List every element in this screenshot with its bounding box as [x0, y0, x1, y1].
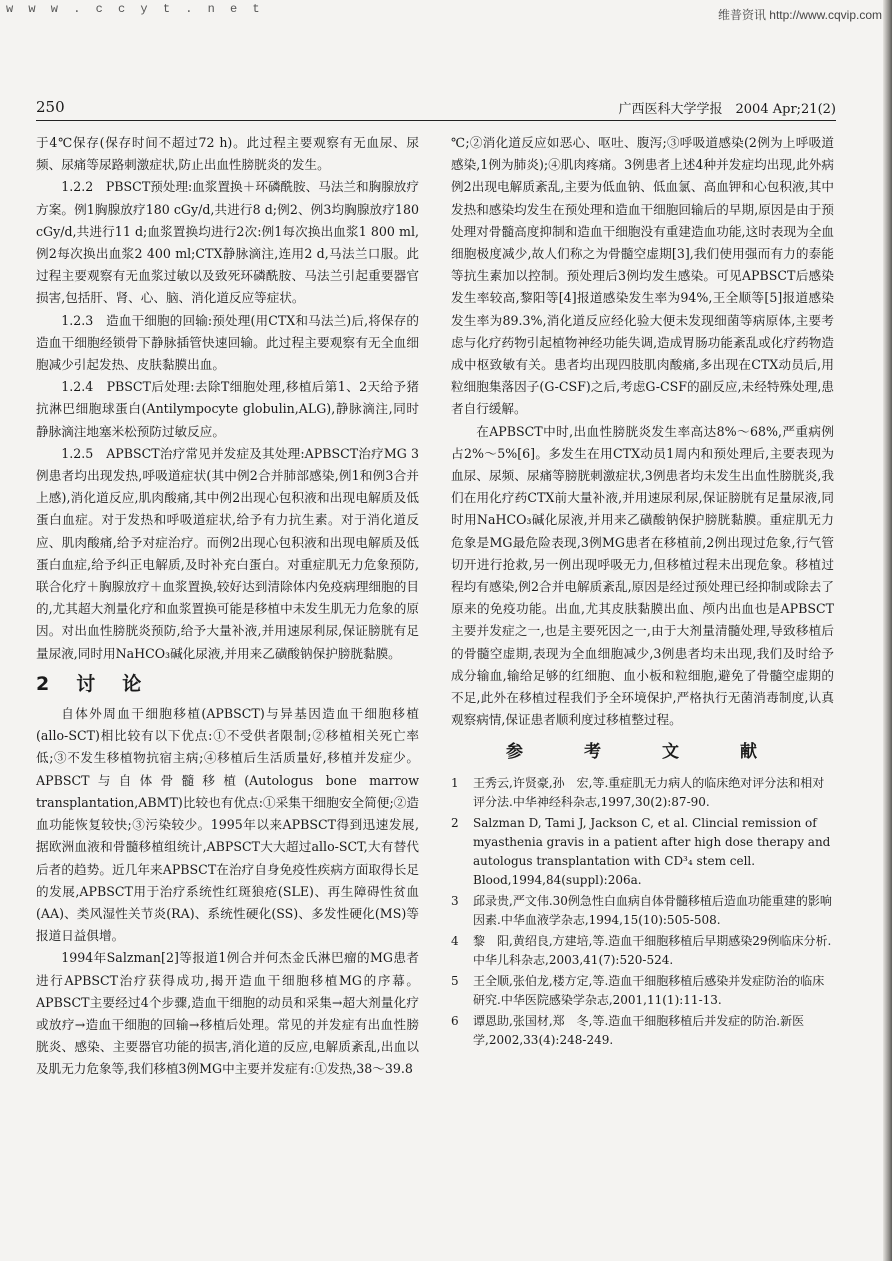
reference-item	[451, 972, 834, 1010]
paragraph: 1.2.2 PBSCT预处理:血浆置换＋环磷酰胺、马法兰和胸腺放疗方案。例1胸腺放疗180 cGy/d,共进行8 d;例2、例3均胸腺放疗180 cGy/d,共进行11 d;血浆置换均进行2次:例1每次换出血浆1 800 ml,例2每次换出血浆2 400 ml;CTX静脉滴注,连用2 d,马法兰口服。此过程主要观察有无血浆过敏以及致死环磷酰胺、马法兰引起重要器官损害,包括肝、肾、心、脑、消化道反应等症状。	[36, 179, 419, 306]
reference-text: 王秀云,许贤豪,孙 宏,等.重症肌无力病人的临床绝对评分法和相对评分法.中华神经科杂志,1997,30(2):87-90.	[473, 775, 825, 809]
paragraph: 在APBSCT中时,出血性膀胱炎发生率高达8%～68%,严重病例占2%～5%[6]。多发生在用CTX动员1周内和预处理后,主要表现为血尿、尿频、尿痛等膀胱刺激症状,3例患者均未发生出血性膀胱炎,我们在用化疗药CTX前大量补液,并用速尿利尿,保证膀胱有足量尿液,同时用NaHCO₃碱化尿液,并用来乙磺酸钠保护膀胱黏膜。重症肌无力危象是MG最危险表现,3例MG患者在移植前,2例出现过危象,行气管切开进行抢救,另一例出现呼吸无力,但移植过程未出现危象。移植过程均有感染,例2合并电解质紊乱,原因是经过预处理已经抑制或除去了原来的免疫功能。出血,尤其皮肤黏膜出血、颅内出血也是APBSCT主要并发症之一,也是主要死因之一,由于大剂量清髓处理,导致移植后的骨髓空虚期,表现为全血细胞减少,3例患者均未出现,我们及时给予成分输血,输给足够的红细胞、血小板和粒细胞,避免了骨髓空虚期的不足,此外在移植过程我们予全环境保护,严格执行无菌消毒制度,认真观察病情,保证患者顺利度过移植整过程。	[451, 423, 834, 728]
paragraph: ℃;②消化道反应如恶心、呕吐、腹泻;③呼吸道感染(2例为上呼吸道感染,1例为肺炎);④肌肉疼痛。3例患者上述4种并发症均出现,此外病例2出现电解质紊乱,主要为低血钠、低血氯、高血钾和心包积液,其中发热和感染均发生在预处理和造血干细胞回输后的早期,原因是由于预处理对骨髓高度抑制和造血干细胞没有重建造血功能,这时表现为全血细胞极度减少,故人们称之为骨髓空虚期[3],我们使用强而有力的泰能等抗生素加以控制。预处理后3例均发生感染。可见APBSCT后感染发生率较高,黎阳等[4]报道感染发生率为94%,王全顺等[5]报道感染发生率为89.3%,消化道反应经化验大便未发现细菌等病原体,主要考虑与化疗药物引起植物神经功能失调,造成胃肠功能紊乱或化疗药物造成中枢致敏有关。患者均出现四肢肌肉酸痛,多出现在CTX动员后,用粒细胞集落因子(G-CSF)之后,考虑G-CSF的副反应,未经特殊处理,患者自行缓解。	[451, 135, 834, 417]
reference-item	[451, 932, 834, 970]
paragraph: 1994年Salzman[2]等报道1例合并何杰金氏淋巴瘤的MG患者进行APBSCT治疗获得成功,揭开造血干细胞移植MG的序幕。APBSCT主要经过4个步骤,造血干细胞的动员和采集→超大剂量化疗或放疗→造血干细胞的回输→移植后处理。常见的并发症有出血性膀胱炎、感染、主要器官功能的损害,消化道的反应,电解质紊乱,出血以及肌无力危象等,我们移植3例MG中主要并发症有:①发热,38～39.8	[36, 950, 419, 1077]
paragraph: 自体外周血干细胞移植(APBSCT)与异基因造血干细胞移植(allo-SCT)相比较有以下优点:①不受供者限制;②移植相关死亡率低;③不发生移植物抗宿主病;④移植后生活质量好,移植并发症少。APBSCT与自体骨髓移植(Autologus bone marrow transplantation,ABMT)比较也有优点:①采集干细胞安全简便;②造血功能恢复较快;③污染较少。1995年以来APBSCT得到迅速发展,据欧洲血液和骨髓移植组统计,ABPSCT大大超过allo-SCT,大有替代后者的趋势。近几年来APBSCT在治疗自身免疫性疾病方面取得长足的发展,APBSCT用于治疗系统性红斑狼疮(SLE)、再生障碍性贫血(AA)、类风湿性关节炎(RA)、系统性硬化(SS)、多发性硬化(MS)等报道日益俱增。	[36, 706, 419, 944]
reference-number: 1	[451, 775, 459, 790]
journal-citation: 广西医科大学学报 2004 Apr;21(2)	[618, 102, 836, 117]
reference-number: 5	[451, 973, 459, 988]
reference-number: 4	[451, 933, 459, 948]
references-heading: 参 考 文 献	[506, 742, 779, 763]
running-header	[36, 96, 836, 121]
reference-text: Salzman D, Tami J, Jackson C, et al. Clincial remission of myasthenia gravis in a patient after high dose therapy and autologus transplantation with CD³₄ stem cell. Blood,1994,84(suppl):206a.	[473, 815, 831, 887]
paragraph: 1.2.3 造血干细胞的回输:预处理(用CTX和马法兰)后,将保存的造血干细胞经锁骨下静脉插管快速回输。此过程主要观察有无全血细胞减少引起发热、皮肤黏膜出血。	[36, 312, 419, 373]
reference-item	[451, 814, 834, 890]
reference-text: 邱录贵,严文伟.30例急性白血病自体骨髓移植后造血功能重建的影响因素.中华血液学杂志,1994,15(10):505-508.	[473, 893, 832, 927]
reference-number: 2	[451, 815, 459, 830]
page-number: 250	[36, 98, 65, 116]
reference-item	[451, 892, 834, 930]
reference-text: 谭恩助,张国材,郑 冬,等.造血干细胞移植后并发症的防治.新医学,2002,33(4):248-249.	[473, 1013, 805, 1047]
scan-edge	[883, 0, 892, 1261]
paragraph: 1.2.5 APBSCT治疗常见并发症及其处理:APBSCT治疗MG 3例患者均出现发热,呼吸道症状(其中例2合并肺部感染,例1和例3合并上感),消化道反应,肌肉酸痛,其中例2出现心包积液和出现电解质及低蛋白血症。对于发热和呼吸道症状,给予有力抗生素。对于消化道反应、肌肉酸痛,给予对症治疗。而例2出现心包积液和出现电解质及低蛋白血症,给予纠正电解质,及时补充白蛋白。对重症肌无力危象预防,联合化疗＋胸腺放疗＋血浆置换,较好达到清除体内免疫病理细胞的目的,尤其超大剂量化疗和血浆置换可能是移植中未发生肌无力危象的原因。对出血性膀胱炎预防,给予大量补液,并用速尿利尿,保证膀胱有足量尿液,同时用NaHCO₃碱化尿液,并用来乙磺酸钠保护膀胱黏膜。	[36, 445, 419, 661]
right-column	[451, 132, 834, 1052]
reference-number: 6	[451, 1013, 459, 1028]
reference-text: 黎 阳,黄绍良,方建培,等.造血干细胞移植后早期感染29例临床分析.中华儿科杂志,2003,41(7):520-524.	[473, 933, 832, 967]
watermark-cqvip: 维普资讯 http://www.cqvip.com	[717, 8, 882, 22]
reference-item	[451, 774, 834, 812]
section-heading: 2 讨 论	[36, 672, 146, 695]
left-column	[36, 132, 419, 1081]
reference-item	[451, 1012, 834, 1050]
watermark-ccyt: w w w . c c y t . n e t	[6, 2, 264, 16]
reference-text: 王全顺,张伯龙,楼方定,等.造血干细胞移植后感染并发症防治的临床研究.中华医院感染学杂志,2001,11(1):11-13.	[473, 973, 825, 1007]
paragraph: 1.2.4 PBSCT后处理:去除T细胞处理,移植后第1、2天给予猪抗淋巴细胞球蛋白(Antilympocyte globulin,ALG),静脉滴注,同时静脉滴注地塞米松预防过敏反应。	[36, 379, 419, 439]
reference-list	[451, 774, 834, 1050]
paragraph: 于4℃保存(保存时间不超过72 h)。此过程主要观察有无血尿、尿频、尿痛等尿路刺激症状,防止出血性膀胱炎的发生。	[36, 135, 419, 173]
reference-number: 3	[451, 893, 459, 908]
